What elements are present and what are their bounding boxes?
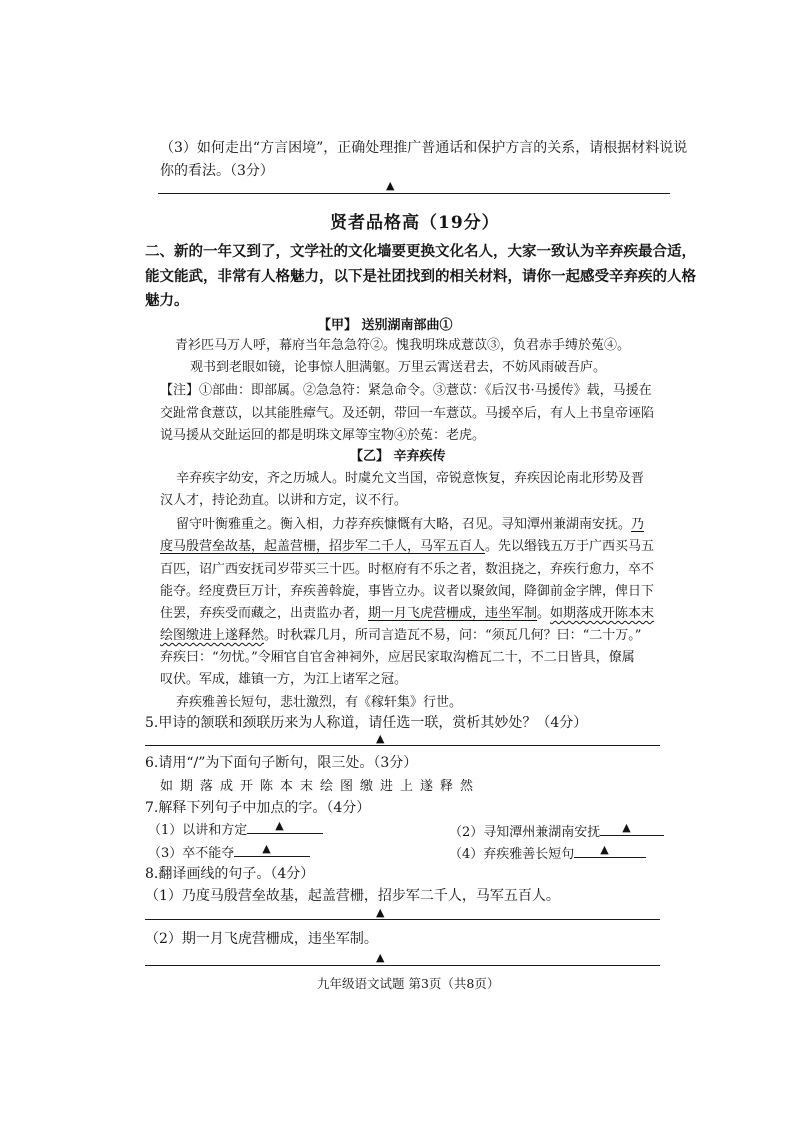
answer-blank-mark: ▲ <box>376 951 385 964</box>
poem-note3: 说马援从交趾运回的都是明珠文犀等宝物④於菟：老虎。 <box>160 428 486 443</box>
bio-text: 。 <box>537 606 551 621</box>
q7-item3 <box>148 842 310 861</box>
page-footer: 九年级语文试题 第3页（共8页） <box>317 976 500 991</box>
bio-p2-line3: 百匹，诏广西安抚司岁带买三十匹。时枢府有不乐之者，数沮挠之，弃疾行愈力，卒不 <box>160 562 655 577</box>
q6-sentence: 如期落成开陈本末绘图缴进上遂释然 <box>160 779 481 794</box>
bio-p2-line5 <box>160 602 654 621</box>
q7-item-text: （2）寻知潭州兼湖南安抚 <box>449 825 601 840</box>
q8-prompt: 8.翻译画线的句子。（4分） <box>145 866 315 882</box>
answer-line-q8-2[interactable] <box>145 965 660 966</box>
wavy-underlined-sentence: 如期落成开陈本末 <box>550 606 655 621</box>
answer-line-q5[interactable] <box>145 745 660 746</box>
underlined-sentence: 度马殷营垒故基，起盖营栅，招步军二千人，马军五百人 <box>160 539 486 554</box>
answer-line-q8-1[interactable] <box>145 919 660 920</box>
bio-p1-line2: 汉人才，持论劲直。以讲和方定，议不行。 <box>160 493 408 508</box>
answer-blank-mark: ▲ <box>600 843 609 856</box>
q7-prompt: 7.解释下列句子中加点的字。（4分） <box>145 800 371 816</box>
q6-prompt: 6.请用“/”为下面句子断句，限三处。（3分） <box>145 755 418 771</box>
q5-prompt: 5.甲诗的颔联和颈联历来为人称道，请任选一联，赏析其妙处？（4分） <box>145 715 588 731</box>
q7-item-text: （1）以讲和方定 <box>148 823 248 838</box>
bio-p2-line6 <box>160 624 641 643</box>
q7-item4 <box>449 843 646 862</box>
bio-text: 。时秋霖几月，所司言造瓦不易，问：“须瓦几何？曰：“二十万。” <box>264 628 642 643</box>
poem-line2: 观书到老眼如镜，论事惊人胆满躯。万里云霄送君去，不妨风雨破吾庐。 <box>190 360 607 375</box>
answer-blank-mark: ▲ <box>376 906 385 919</box>
q3-line1: （3）如何走出“方言困境”，正确处理推广普通话和保护方言的关系，请根据材料说说 <box>160 140 688 156</box>
intro-line1: 二、新的一年又到了，文学社的文化墙要更换文化名人，大家一致认为辛弃疾最合适， <box>145 243 696 260</box>
answer-blank-mark: ▲ <box>622 821 631 834</box>
bio-text: 。先以缗钱五万于广西买马五 <box>485 539 655 554</box>
answer-blank[interactable] <box>600 823 664 836</box>
bio-p2-line1 <box>176 513 644 532</box>
answer-blank[interactable] <box>234 844 310 857</box>
section-title: 贤者品格高（19分） <box>330 213 500 233</box>
bio-p2-line7: 弃疾曰：“勿忧。”令厢官自官舍神祠外，应居民家取沟檐瓦二十，不二日皆具，僚属 <box>160 650 635 665</box>
q7-item2 <box>449 821 664 840</box>
poem-line1: 青衫匹马万人呼，幕府当年急急符②。愧我明珠成薏苡③，负君赤手缚於菟④。 <box>175 338 631 353</box>
answer-blank[interactable] <box>247 821 323 834</box>
answer-blank-mark: ▲ <box>275 819 284 832</box>
q7-item1 <box>148 819 323 838</box>
bio-p2-line8: 叹伏。军成，雄镇一方，为江上诸军之冠。 <box>160 672 408 687</box>
bio-title: 【乙】 辛弃疾传 <box>350 449 446 464</box>
underlined-sentence: 期一月飞虎营栅成，违坐军制 <box>368 606 538 621</box>
poem-title: 【甲】 送别湖南部曲① <box>318 318 453 333</box>
bio-p3: 弃疾雅善长短句，悲壮激烈，有《稼轩集》行世。 <box>176 695 463 710</box>
intro-line3: 魅力。 <box>145 292 189 309</box>
q8-sentence2: （2）期一月飞虎营栅成，违坐军制。 <box>145 931 378 947</box>
q8-sentence1: （1）乃度马殷营垒故基，起盖营栅，招步军二千人，马军五百人。 <box>145 888 560 904</box>
q7-item-text: （4）弃疾雅善长短句 <box>449 847 575 862</box>
bio-p2-line4: 能夺。经度费巨万计，弃疾善斡旋，事皆立办。议者以聚敛闻，降御前金字牌，俾日下 <box>160 584 655 599</box>
q7-item-text: （3）卒不能夺 <box>148 846 235 861</box>
bio-p2-line2 <box>160 535 654 554</box>
bio-text: 住罢，弃疾受而藏之，出责监办者， <box>160 606 369 621</box>
answer-blank-mark: ▲ <box>376 732 385 745</box>
intro-line2: 能文能武，非常有人格魅力，以下是社团找到的相关材料，请你一起感受辛弃疾的人格 <box>145 268 696 285</box>
bio-p1-line1: 辛弃疾字幼安，齐之历城人。时虞允文当国，帝锐意恢复，弃疾因论南北形势及晋 <box>176 471 645 486</box>
poem-note2: 交趾常食薏苡，以其能胜瘴气。及还朝，带回一车薏苡。马援卒后，有人上书皇帝诬陷 <box>160 406 655 421</box>
answer-blank[interactable] <box>574 845 646 858</box>
q3-line2: 你的看法。（3分） <box>160 163 274 179</box>
bio-text: 留守叶衡雅重之。衡入相，力荐弃疾慷慨有大略，召见。寻知潭州兼湖南安抚。 <box>176 517 632 532</box>
wavy-underlined-sentence: 绘图缴进上遂释然 <box>160 628 265 643</box>
answer-blank-mark: ▲ <box>386 179 395 192</box>
answer-line-q3[interactable] <box>158 193 670 194</box>
answer-blank-mark: ▲ <box>262 842 271 855</box>
underlined-sentence: 乃 <box>631 517 645 532</box>
poem-note1: 【注】①部曲：即部属。②急急符：紧急命令。③薏苡：《后汉书·马援传》载，马援在 <box>160 383 652 398</box>
